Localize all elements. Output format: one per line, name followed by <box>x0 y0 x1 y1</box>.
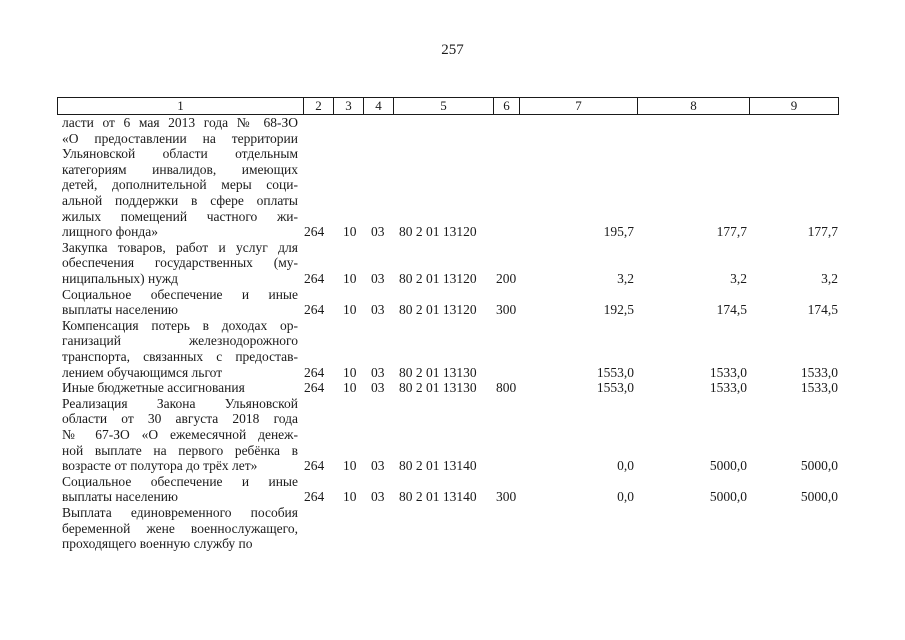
cell-amount-year-2: 1533,0 <box>709 380 747 396</box>
cell-target-article: 80 2 01 13120 <box>399 271 477 286</box>
cell-ved: 264 <box>304 271 325 286</box>
table-row <box>0 240 905 287</box>
cell-target-article: 80 2 01 13120 <box>399 302 477 318</box>
cell-amount-year-3: 5000,0 <box>800 489 838 505</box>
cell-amount-year-2: 1533,0 <box>709 364 747 380</box>
header-col-6: 6 <box>494 97 520 115</box>
cell-ved: 264 <box>304 489 325 505</box>
header-col-4: 4 <box>364 97 394 115</box>
cell-subsection: 03 <box>371 364 385 380</box>
cell-ved: 264 <box>304 380 325 396</box>
cell-section: 10 <box>343 224 357 240</box>
description-line: жилых помещений частного жи- <box>62 208 298 224</box>
description-line: категориям инвалидов, имеющих <box>62 161 298 177</box>
cell-section: 10 <box>343 364 357 380</box>
cell-amount-year-1: 1553,0 <box>596 364 634 380</box>
cell-section: 10 <box>343 489 357 505</box>
cell-amount-year-3: 177,7 <box>807 224 838 240</box>
cell-section: 10 <box>343 302 357 318</box>
cell-amount-year-2: 5000,0 <box>709 489 747 505</box>
cell-section: 10 <box>343 271 357 286</box>
cell-amount-year-1: 3,2 <box>617 271 634 286</box>
cell-subsection: 03 <box>371 302 385 318</box>
row-description <box>62 380 298 396</box>
description-line: Социальное обеспечение и иные <box>62 473 298 489</box>
description-line: ганизаций железнодорожного <box>62 333 298 349</box>
row-description <box>62 287 298 318</box>
cell-amount-year-3: 1533,0 <box>800 380 838 396</box>
row-description <box>62 318 298 380</box>
header-col-5: 5 <box>394 97 494 115</box>
cell-amount-year-3: 174,5 <box>807 302 838 318</box>
header-col-3: 3 <box>334 97 364 115</box>
table-row <box>0 380 905 396</box>
cell-subsection: 03 <box>371 489 385 505</box>
table-row <box>0 396 905 474</box>
cell-target-article: 80 2 01 13130 <box>399 364 477 380</box>
description-line: выплаты населению <box>62 489 179 505</box>
description-line: Закупка товаров, работ и услуг для <box>62 239 298 255</box>
description-line: альной поддержки в сфере оплаты <box>62 192 298 208</box>
cell-target-article: 80 2 01 13140 <box>399 458 477 474</box>
table-row <box>0 287 905 318</box>
description-line: Ульяновской области отдельным <box>62 146 298 162</box>
cell-ved: 264 <box>304 302 325 318</box>
cell-amount-year-2: 174,5 <box>716 302 747 318</box>
description-line: ниципальных) нужд <box>62 270 179 286</box>
cell-ved: 264 <box>304 458 325 474</box>
description-line: беременной жене военнослужащего, <box>62 520 298 536</box>
description-line: выплаты населению <box>62 302 179 318</box>
description-line: транспорта, связанных с предостав- <box>62 348 298 364</box>
cell-expense-type: 800 <box>496 380 517 396</box>
cell-expense-type: 200 <box>496 271 517 286</box>
description-line: проходящего военную службу по <box>62 536 253 552</box>
cell-target-article: 80 2 01 13120 <box>399 224 477 240</box>
description-line: лищного фонда» <box>62 224 158 240</box>
header-col-2: 2 <box>304 97 334 115</box>
cell-amount-year-1: 0,0 <box>617 458 634 474</box>
cell-subsection: 03 <box>371 380 385 396</box>
cell-amount-year-1: 0,0 <box>617 489 634 505</box>
table-row <box>0 505 905 552</box>
cell-amount-year-2: 3,2 <box>730 271 747 286</box>
cell-expense-type: 300 <box>496 302 517 318</box>
cell-amount-year-3: 1533,0 <box>800 364 838 380</box>
cell-subsection: 03 <box>371 458 385 474</box>
header-col-7: 7 <box>520 97 638 115</box>
cell-amount-year-2: 177,7 <box>716 224 747 240</box>
cell-subsection: 03 <box>371 271 385 286</box>
table-row <box>0 318 905 380</box>
cell-amount-year-1: 195,7 <box>603 224 634 240</box>
description-line: Иные бюджетные ассигнования <box>62 380 245 396</box>
description-line: детей, дополнительной меры соци- <box>62 177 298 193</box>
cell-amount-year-3: 3,2 <box>821 271 838 286</box>
description-line: № 67-ЗО «О ежемесячной денеж- <box>62 426 298 442</box>
header-col-8: 8 <box>638 97 750 115</box>
row-description <box>62 505 298 552</box>
description-line: возрасте от полутора до трёх лет» <box>62 458 258 474</box>
description-line: Компенсация потерь в доходах ор- <box>62 317 298 333</box>
description-line: ласти от 6 мая 2013 года № 68-ЗО <box>62 115 298 130</box>
description-line: области от 30 августа 2018 года <box>62 411 298 427</box>
row-description <box>62 115 298 240</box>
table-row <box>0 115 905 240</box>
cell-amount-year-3: 5000,0 <box>800 458 838 474</box>
row-description <box>62 474 298 505</box>
cell-ved: 264 <box>304 364 325 380</box>
description-line: ной выплате на первого ребёнка в <box>62 442 298 458</box>
cell-ved: 264 <box>304 224 325 240</box>
cell-section: 10 <box>343 458 357 474</box>
description-line: обеспечения государственных (му- <box>62 255 298 271</box>
page-number: 257 <box>441 42 464 58</box>
description-line: Реализация Закона Ульяновской <box>62 395 298 411</box>
description-line: лением обучающимся льгот <box>62 364 223 380</box>
cell-target-article: 80 2 01 13130 <box>399 380 477 396</box>
cell-section: 10 <box>343 380 357 396</box>
cell-expense-type: 300 <box>496 489 517 505</box>
description-line: Социальное обеспечение и иные <box>62 286 298 302</box>
cell-amount-year-1: 192,5 <box>603 302 634 318</box>
row-description <box>62 396 298 474</box>
cell-amount-year-1: 1553,0 <box>596 380 634 396</box>
description-line: «О предоставлении на территории <box>62 130 298 146</box>
cell-subsection: 03 <box>371 224 385 240</box>
table-row <box>0 474 905 505</box>
row-description <box>62 240 298 287</box>
cell-amount-year-2: 5000,0 <box>709 458 747 474</box>
description-line: Выплата единовременного пособия <box>62 505 298 520</box>
cell-target-article: 80 2 01 13140 <box>399 489 477 505</box>
header-col-9: 9 <box>750 97 839 115</box>
header-col-1: 1 <box>57 97 304 115</box>
